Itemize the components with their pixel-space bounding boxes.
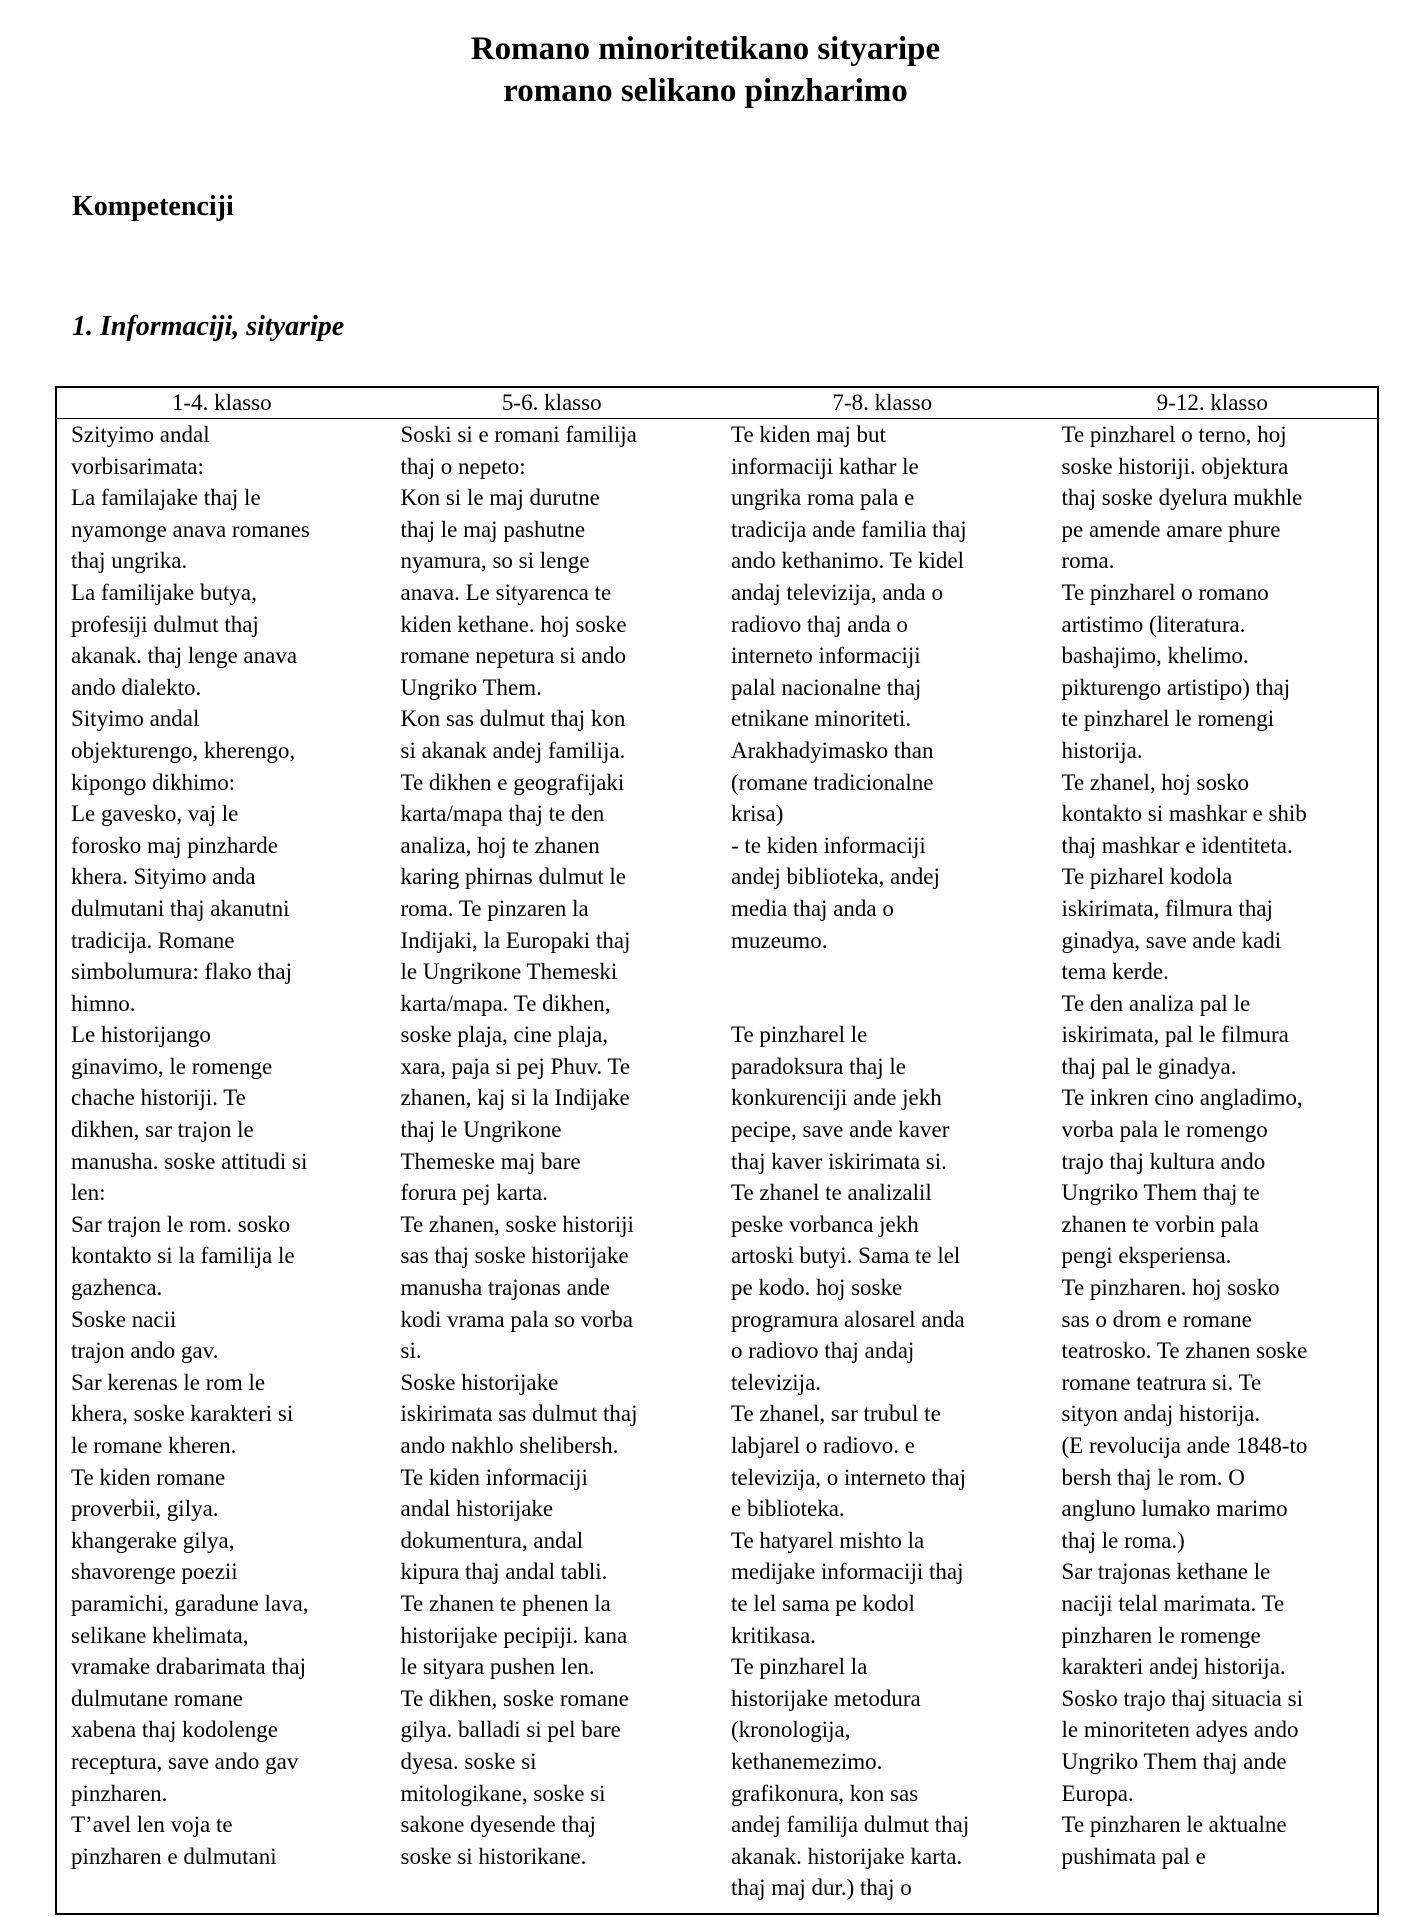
- table-cell-line: Te pinzharel o terno, hoj: [1061, 422, 1287, 447]
- table-cell-line: konkurenciji ande jekh: [731, 1085, 942, 1111]
- competency-table: [55, 386, 1379, 1915]
- table-cell-line: le sityara pushen len.: [400, 1654, 595, 1680]
- table-cell-line: Sityimo andal: [71, 706, 200, 732]
- table-cell-line: si.: [400, 1338, 422, 1364]
- table-cell-line: zhanen, kaj si la Indijake: [400, 1085, 630, 1111]
- table-cell-line: bersh thaj le rom. O: [1061, 1464, 1245, 1490]
- table-cell-line: o radiovo thaj andaj: [731, 1338, 915, 1364]
- table-cell-line: xabena thaj kodolenge: [71, 1717, 278, 1743]
- table-cell-line: ando nakhlo shelibersh.: [400, 1433, 619, 1458]
- table-cell-line: Te zhanel, hoj sosko: [1061, 769, 1249, 795]
- table-cell-line: artoski butyi. Sama te lel: [731, 1243, 961, 1269]
- table-cell-line: Te kiden informaciji: [400, 1464, 588, 1490]
- table-cell-line: peske vorbanca jekh: [731, 1211, 919, 1237]
- title-line-1: Romano minoritetikano sityaripe: [470, 31, 941, 67]
- table-cell-line: kodi vrama pala so vorba: [400, 1306, 633, 1332]
- table-cell-line: sityon andaj historija.: [1061, 1401, 1261, 1427]
- table-cell-line: gilya. balladi si pel bare: [400, 1717, 621, 1743]
- table-cell-line: Te dikhen, soske romane: [400, 1685, 629, 1711]
- table-cell-line: historija.: [1061, 737, 1143, 763]
- table-cell-line: andaj televizija, anda o: [731, 579, 944, 605]
- table-cell-line: angluno lumako marimo: [1061, 1496, 1288, 1522]
- table-cell-line: te lel sama pe kodol: [731, 1590, 915, 1616]
- table-cell-line: zhanen te vorbin pala: [1061, 1211, 1259, 1237]
- table-cell-line: Te zhanen te phenen la: [400, 1590, 611, 1616]
- table-cell-line: radiovo thaj anda o: [731, 611, 908, 637]
- table-cell-line: kipura thaj andal tabli.: [400, 1559, 608, 1585]
- table-cell-line: teatrosko. Te zhanen soske: [1061, 1338, 1308, 1364]
- table-cell-line: anava. Le sityarenca te: [400, 579, 612, 605]
- table-cell-line: le minoriteten adyes ando: [1061, 1717, 1299, 1743]
- table-cell-line: Indijaki, la Europaki thaj: [400, 927, 631, 953]
- table-cell-line: krisa): [731, 801, 784, 827]
- column-header-grade-1-4: 1-4. klasso: [56, 387, 387, 419]
- table-cell-line: pushimata pal e: [1061, 1843, 1206, 1869]
- table-cell-line: proverbii, gilya.: [71, 1496, 219, 1522]
- table-cell-line: pinzharen e dulmutani: [71, 1843, 277, 1869]
- table-cell-line: Ungriko Them.: [400, 674, 542, 700]
- table-cell-line: Le gavesko, vaj le: [71, 801, 239, 827]
- table-cell-line: chache historiji. Te: [71, 1085, 246, 1111]
- column-header-grade-7-8: 7-8. klasso: [717, 387, 1048, 419]
- table-cell-line: soske historiji. objektura: [1061, 453, 1289, 479]
- table-cell-line: [731, 956, 1040, 988]
- table-cell-line: manusha trajonas ande: [400, 1275, 610, 1301]
- table-cell-line: Te pinzharel o romano: [1061, 579, 1269, 605]
- table-cell-line: Soski si e romani familija: [400, 422, 637, 447]
- table-cell-line: analiza, hoj te zhanen: [400, 832, 600, 858]
- table-cell-line: vorbisarimata:: [71, 453, 204, 479]
- table-cell-line: pengi eksperiensa.: [1061, 1243, 1232, 1269]
- table-cell-line: La familajake thaj le: [71, 485, 261, 511]
- table-cell-line: sakone dyesende thaj: [400, 1812, 596, 1838]
- table-cell-line: andej biblioteka, andej: [731, 864, 940, 890]
- table-cell-line: artistimo (literatura.: [1061, 611, 1246, 637]
- table-cell-line: programura alosarel anda: [731, 1306, 965, 1332]
- table-cell-line: mitologikane, soske si: [400, 1780, 606, 1806]
- table-cell-line: roma. Te pinzaren la: [400, 895, 589, 921]
- table-cell-line: Te zhanen, soske historiji: [400, 1211, 634, 1237]
- column-cell-grade-5-6: [387, 419, 718, 1915]
- table-cell-line: sas thaj soske historijake: [400, 1243, 629, 1269]
- table-cell-line: selikane khelimata,: [71, 1622, 249, 1648]
- table-cell-line: te pinzharel le romengi: [1061, 706, 1275, 732]
- table-cell-line: manusha. soske attitudi si: [71, 1148, 308, 1174]
- table-cell-line: T’avel len voja te: [71, 1812, 233, 1838]
- table-cell-line: thaj soske dyelura mukhle: [1061, 485, 1303, 511]
- subsection-heading: 1. Informaciji, sityaripe: [72, 311, 345, 342]
- table-cell-line: thaj pal le ginadya.: [1061, 1053, 1237, 1079]
- table-cell-line: pe kodo. hoj soske: [731, 1275, 903, 1301]
- table-cell-line: kontakto si la familija le: [71, 1243, 295, 1269]
- table-body-row: [56, 419, 1378, 1915]
- table-cell-line: interneto informaciji: [731, 643, 921, 669]
- table-cell-line: ungrika roma pala e: [731, 485, 915, 511]
- table-cell-line: muzeumo.: [731, 927, 828, 953]
- table-cell-line: kontakto si mashkar e shib: [1061, 801, 1307, 827]
- table-cell-line: medijake informaciji thaj: [731, 1559, 964, 1585]
- table-cell-line: Soske historijake: [400, 1369, 559, 1395]
- table-cell-line: (romane tradicionalne: [731, 769, 934, 795]
- table-cell-line: thaj le maj pashutne: [400, 516, 586, 542]
- table-cell-line: Szityimo andal: [71, 422, 210, 447]
- table-cell-line: pinzharen.: [71, 1780, 168, 1806]
- table-cell-line: pinzharen le romenge: [1061, 1622, 1261, 1648]
- table-cell-line: Sar trajonas kethane le: [1061, 1559, 1271, 1585]
- table-cell-line: Kon sas dulmut thaj kon: [400, 706, 626, 732]
- table-cell-line: soske plaja, cine plaja,: [400, 1022, 609, 1048]
- table-cell-line: len:: [71, 1180, 106, 1206]
- table-cell-line: dokumentura, andal: [400, 1527, 584, 1553]
- table-cell-line: Te dikhen e geografijaki: [400, 769, 625, 795]
- table-cell-line: ando kethanimo. Te kidel: [731, 548, 965, 574]
- table-cell-line: romane nepetura si ando: [400, 643, 626, 669]
- table-cell-line: thaj maj dur.) thaj o: [731, 1875, 912, 1901]
- table-cell-line: palal nacionalne thaj: [731, 674, 922, 700]
- table-cell-line: Le historijango: [71, 1022, 211, 1048]
- table-cell-line: televizija.: [731, 1369, 822, 1395]
- document-title: [0, 28, 1411, 112]
- table-cell-line: tema kerde.: [1061, 959, 1169, 985]
- table-cell-line: informaciji kathar le: [731, 453, 919, 479]
- table-cell-line: Te hatyarel mishto la: [731, 1527, 925, 1553]
- column-header-grade-9-12: 9-12. klasso: [1048, 387, 1379, 419]
- table-cell-line: objekturengo, kherengo,: [71, 737, 296, 763]
- table-cell-line: Te kiden romane: [71, 1464, 226, 1490]
- table-cell-line: pecipe, save ande kaver: [731, 1117, 950, 1143]
- table-cell-line: karta/mapa. Te dikhen,: [400, 990, 611, 1016]
- table-cell-line: pe amende amare phure: [1061, 516, 1281, 542]
- table-cell-line: Europa.: [1061, 1780, 1134, 1806]
- table-header-row: [56, 387, 1378, 419]
- table-cell-line: thaj o nepeto:: [400, 453, 526, 479]
- table-cell-line: trajo thaj kultura ando: [1061, 1148, 1266, 1174]
- table-cell-line: si akanak andej familija.: [400, 737, 626, 763]
- table-cell-line: himno.: [71, 990, 136, 1016]
- table-cell-line: khera. Sityimo anda: [71, 864, 256, 890]
- table-cell-line: historijake metodura: [731, 1685, 921, 1711]
- table-cell-line: profesiji dulmut thaj: [71, 611, 259, 637]
- table-cell-line: Ungriko Them thaj te: [1061, 1180, 1260, 1206]
- table-cell-line: ginavimo, le romenge: [71, 1053, 273, 1079]
- table-cell-line: thaj ungrika.: [71, 548, 188, 574]
- table-cell-line: [731, 988, 1040, 1020]
- table-cell-line: kritikasa.: [731, 1622, 816, 1648]
- table-cell-line: paramichi, garadune lava,: [71, 1590, 309, 1616]
- table-cell-line: Ungriko Them thaj ande: [1061, 1748, 1287, 1774]
- table-cell-line: thaj mashkar e identiteta.: [1061, 832, 1293, 858]
- table-cell-line: pikturengo artistipo) thaj: [1061, 674, 1291, 700]
- table-cell-line: gazhenca.: [71, 1275, 163, 1301]
- table-cell-line: iskirimata sas dulmut thaj: [400, 1401, 638, 1427]
- table-cell-line: dyesa. soske si: [400, 1748, 537, 1774]
- table-cell-line: simbolumura: flako thaj: [71, 959, 293, 985]
- table-cell-line: etnikane minoriteti.: [731, 706, 912, 732]
- table-cell-line: Kon si le maj durutne: [400, 485, 600, 511]
- table-cell-line: e biblioteka.: [731, 1496, 845, 1522]
- table-cell-line: grafikonura, kon sas: [731, 1780, 919, 1806]
- table-cell-line: romane teatrura si. Te: [1061, 1369, 1262, 1395]
- table-cell-line: dulmutani thaj akanutni: [71, 895, 290, 921]
- table-cell-line: karing phirnas dulmut le: [400, 864, 626, 890]
- table-cell-line: thaj le Ungrikone: [400, 1117, 562, 1143]
- table-cell-line: Te zhanel te analizalil: [731, 1180, 932, 1206]
- table-cell-line: soske si historikane.: [400, 1843, 587, 1869]
- table-cell-line: Te pinzharel la: [731, 1654, 868, 1680]
- table-cell-line: le Ungrikone Themeski: [400, 959, 618, 985]
- table-cell-line: iskirimata, filmura thaj: [1061, 895, 1273, 921]
- table-cell-line: forura pej karta.: [400, 1180, 549, 1206]
- table-cell-line: tradicija. Romane: [71, 927, 235, 953]
- table-cell-line: dikhen, sar trajon le: [71, 1117, 254, 1143]
- table-cell-line: Te den analiza pal le: [1061, 990, 1251, 1016]
- table-cell-line: media thaj anda o: [731, 895, 894, 921]
- column-header-grade-5-6: 5-6. klasso: [387, 387, 718, 419]
- table-cell-line: Te inkren cino angladimo,: [1061, 1085, 1303, 1111]
- table-cell-line: dulmutane romane: [71, 1685, 243, 1711]
- table-cell-line: thaj kaver iskirimata si.: [731, 1148, 947, 1174]
- table-cell-line: Te pinzharel le: [731, 1022, 868, 1048]
- table-cell-line: historijake pecipiji. kana: [400, 1622, 628, 1648]
- table-cell-line: forosko maj pinzharde: [71, 832, 278, 858]
- section-heading: Kompetenciji: [72, 191, 234, 222]
- table-cell-line: nyamura, so si lenge: [400, 548, 590, 574]
- table-cell-line: xara, paja si pej Phuv. Te: [400, 1053, 631, 1079]
- table-cell-line: vorba pala le romengo: [1061, 1117, 1268, 1143]
- table-cell-line: karta/mapa thaj te den: [400, 801, 605, 827]
- table-cell-line: ginadya, save ande kadi: [1061, 927, 1282, 953]
- table-cell-line: Sar kerenas le rom le: [71, 1369, 266, 1395]
- table-cell-line: Te pizharel kodola: [1061, 864, 1233, 890]
- table-cell-line: kiden kethane. hoj soske: [400, 611, 627, 637]
- table-cell-line: Te pinzharen le aktualne: [1061, 1812, 1287, 1838]
- table-cell-line: Sosko trajo thaj situacia si: [1061, 1685, 1303, 1711]
- table-cell-line: Soske nacii: [71, 1306, 177, 1332]
- table-cell-line: sas o drom e romane: [1061, 1306, 1252, 1332]
- table-cell-line: ando dialekto.: [71, 674, 202, 700]
- table-cell-line: televizija, o interneto thaj: [731, 1464, 967, 1490]
- table-cell-line: le romane kheren.: [71, 1433, 237, 1458]
- table-cell-line: tradicija ande familia thaj: [731, 516, 967, 542]
- table-cell-line: trajon ando gav.: [71, 1338, 219, 1364]
- table-cell-line: kethanemezimo.: [731, 1748, 883, 1774]
- table-cell-line: khera, soske karakteri si: [71, 1401, 294, 1427]
- table-cell-line: (kronologija,: [731, 1717, 851, 1743]
- column-cell-grade-7-8: [717, 419, 1048, 1915]
- table-cell-line: nyamonge anava romanes: [71, 516, 310, 542]
- table-cell-line: thaj le roma.): [1061, 1527, 1185, 1553]
- table-cell-line: karakteri andej historija.: [1061, 1654, 1286, 1680]
- title-line-2: romano selikano pinzharimo: [503, 73, 908, 109]
- table-cell-line: Arakhadyimasko than: [731, 737, 934, 763]
- table-cell-line: naciji telal marimata. Te: [1061, 1590, 1285, 1616]
- table-cell-line: akanak. historijake karta.: [731, 1843, 963, 1869]
- table-cell-line: paradoksura thaj le: [731, 1053, 906, 1079]
- table-cell-line: vramake drabarimata thaj: [71, 1654, 306, 1680]
- table-cell-line: - te kiden informaciji: [731, 832, 926, 858]
- table-cell-line: La familijake butya,: [71, 579, 257, 605]
- table-cell-line: khangerake gilya,: [71, 1527, 235, 1553]
- table-cell-line: andal historijake: [400, 1496, 554, 1522]
- table-cell-line: iskirimata, pal le filmura: [1061, 1022, 1289, 1048]
- column-cell-grade-9-12: [1048, 419, 1379, 1915]
- table-cell-line: kipongo dikhimo:: [71, 769, 236, 795]
- table-cell-line: Te zhanel, sar trubul te: [731, 1401, 941, 1427]
- table-cell-line: labjarel o radiovo. e: [731, 1433, 915, 1458]
- table-cell-line: shavorenge poezii: [71, 1559, 238, 1585]
- table-cell-line: Themeske maj bare: [400, 1148, 581, 1174]
- table-cell-line: akanak. thaj lenge anava: [71, 643, 298, 669]
- table-cell-line: roma.: [1061, 548, 1115, 574]
- table-cell-line: andej familija dulmut thaj: [731, 1812, 970, 1838]
- table-cell-line: (E revolucija ande 1848-to: [1061, 1433, 1308, 1458]
- table-cell-line: receptura, save ando gav: [71, 1748, 299, 1774]
- table-cell-line: bashajimo, khelimo.: [1061, 643, 1249, 669]
- table-cell-line: Te pinzharen. hoj sosko: [1061, 1275, 1280, 1301]
- table-cell-line: Te kiden maj but: [731, 422, 886, 447]
- table-cell-line: Sar trajon le rom. sosko: [71, 1211, 291, 1237]
- column-cell-grade-1-4: [56, 419, 387, 1915]
